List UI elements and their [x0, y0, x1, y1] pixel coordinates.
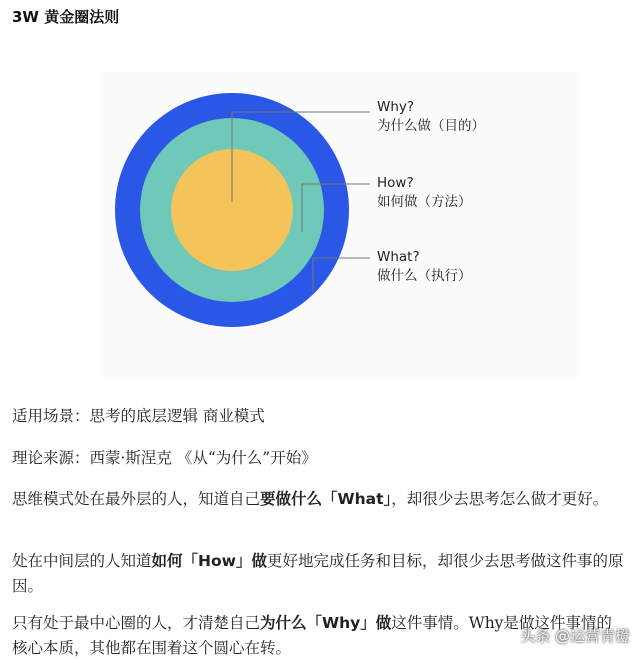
- golden-circle-svg: [100, 72, 580, 377]
- how-label-zh: 如何做（方法）: [377, 194, 472, 210]
- paragraph-what-c: ，却很少去思考怎么做才更好。: [391, 490, 609, 508]
- what-label: [377, 248, 472, 286]
- what-label-en: What?: [377, 249, 420, 265]
- watermark-text: 头条 @运营青橙: [520, 627, 630, 645]
- paragraph-how: [12, 549, 624, 599]
- how-label: [377, 174, 472, 212]
- paragraph-what-a: 思维模式处在最外层的人，知道自己: [12, 490, 261, 508]
- paragraph-why-a: 只有处于最中心圈的人，才清楚自己: [12, 614, 261, 632]
- page-title: 3W 黄金圈法则: [12, 8, 120, 26]
- scene-line: 适用场景：思考的底层逻辑 商业模式: [12, 407, 265, 425]
- why-label-zh: 为什么做（目的）: [377, 118, 485, 134]
- paragraph-how-a: 处在中间层的人知道: [12, 552, 152, 570]
- paragraph-what-bold: 要做什么「What」: [260, 490, 392, 508]
- source-line: 理论来源：西蒙·斯涅克 《从“为什么”开始》: [12, 449, 317, 467]
- paragraph-how-c: 更好地完成任务和目标，却很少去思考做这件事的原因。: [12, 552, 624, 595]
- paragraph-what: [12, 487, 624, 512]
- why-label: [377, 98, 485, 136]
- paragraph-why-c: 这件事情。Why是做这件事情的核心本质，其他都在围着这个圆心在转。: [12, 614, 612, 657]
- watermark: [520, 625, 630, 646]
- golden-circle-diagram: [100, 72, 580, 377]
- why-label-en: Why?: [377, 99, 415, 115]
- how-label-en: How?: [377, 175, 414, 191]
- what-label-zh: 做什么（执行）: [377, 268, 472, 284]
- paragraph-why-bold: 为什么「Why」做: [260, 614, 392, 632]
- paragraph-how-bold: 如何「How」做: [151, 552, 267, 570]
